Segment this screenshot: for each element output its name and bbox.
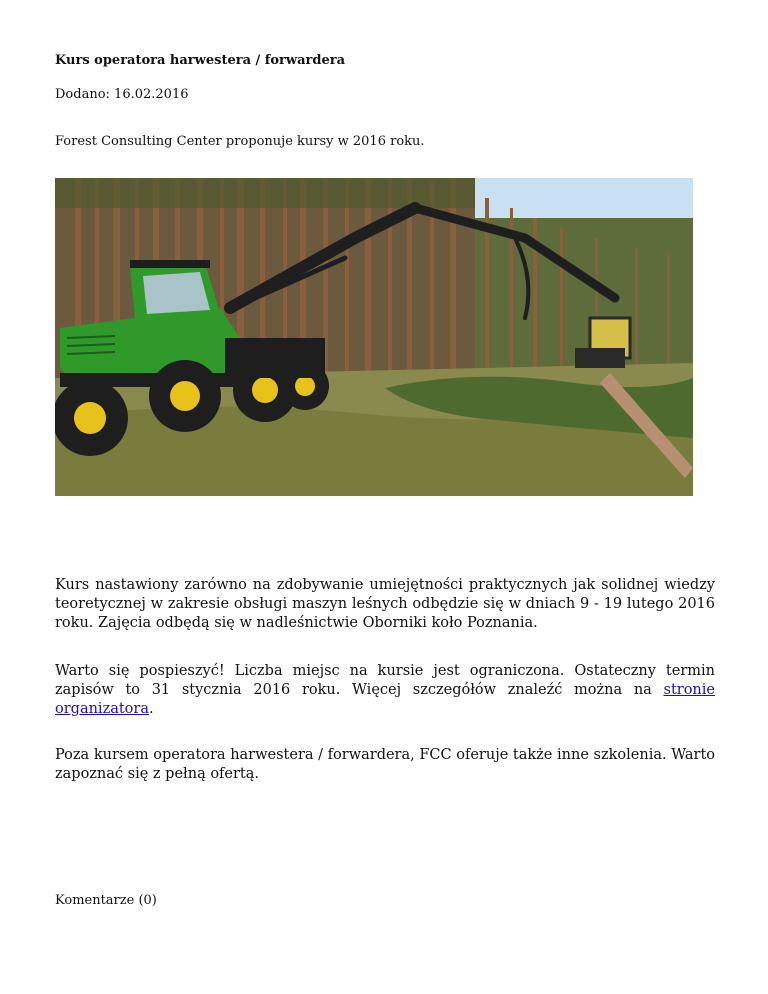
article-photo bbox=[55, 178, 693, 496]
date-line bbox=[55, 87, 188, 102]
comments-count-link[interactable]: Komentarze (0) bbox=[55, 893, 157, 908]
date-value: 16.02.2016 bbox=[114, 87, 189, 102]
article-title: Kurs operatora harwestera / forwardera bbox=[55, 53, 345, 68]
harvester-photo-illustration bbox=[55, 178, 693, 496]
paragraph-other-trainings: Poza kursem operatora harwestera / forwardera, FCC oferuje także inne szkolenia. Warto zapoznać się z pełną ofertą. bbox=[55, 747, 715, 782]
organizer-page-link[interactable]: stronie organizatora bbox=[55, 682, 715, 717]
paragraph-registration-end: . bbox=[148, 701, 154, 717]
paragraph-registration-text: Warto się pospieszyć! Liczba miejsc na kursie jest ograniczona. Ostateczny termin zapisów to 31 stycznia 2016 roku. Więcej szczegółów znaleźć można na bbox=[55, 663, 715, 698]
paragraph-course-details: Kurs nastawiony zarówno na zdobywanie umiejętności praktycznych jak solidnej wiedzy teoretycznej w zakresie obsługi maszyn leśnych odbędzie się w dniach 9 - 19 lutego 2016 roku. Zajęcia odbędą się w nadleśnictwie Oborniki koło Poznania. bbox=[55, 577, 715, 631]
date-label: Dodano: bbox=[55, 87, 110, 102]
paragraph-registration bbox=[55, 662, 715, 719]
intro-text: Forest Consulting Center proponuje kursy w 2016 roku. bbox=[55, 134, 425, 149]
